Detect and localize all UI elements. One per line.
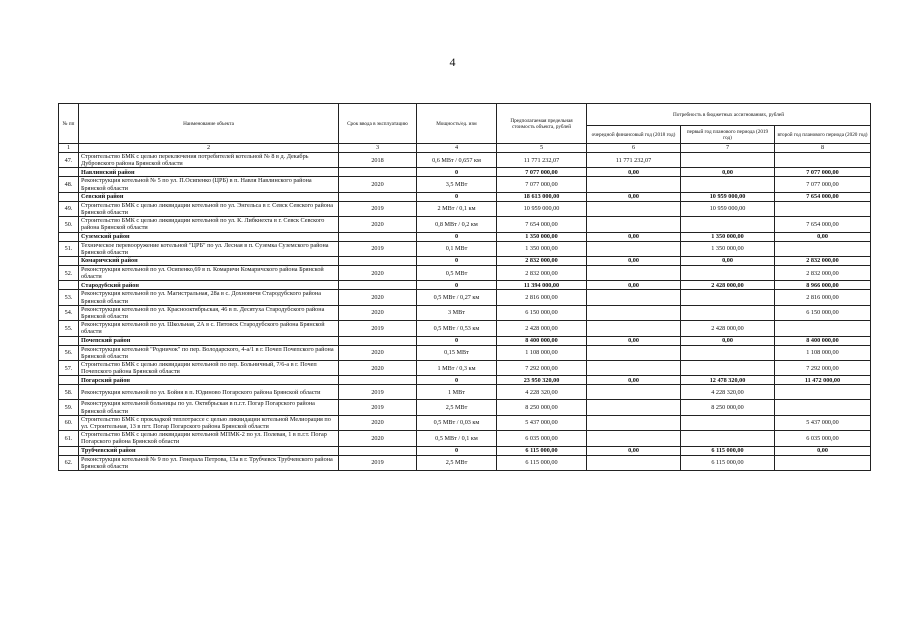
capacity: 0,15 МВт — [417, 345, 497, 360]
index-cell: 7 — [681, 144, 775, 153]
capacity: 0 — [417, 336, 497, 345]
need-2020 — [775, 241, 871, 256]
row-number: 55. — [59, 321, 79, 336]
commission-year: 2020 — [339, 415, 417, 430]
index-cell: 8 — [775, 144, 871, 153]
table-row — [59, 153, 871, 168]
estimated-cost: 1 108 000,00 — [497, 345, 587, 360]
index-cell: 4 — [417, 144, 497, 153]
need-2019 — [681, 217, 775, 232]
need-2018 — [587, 415, 681, 430]
header-power: Мощность/ед. изм — [417, 104, 497, 144]
commission-year: 2020 — [339, 361, 417, 376]
need-2020 — [775, 321, 871, 336]
object-name: Погарский район — [79, 376, 339, 385]
row-number: 52. — [59, 266, 79, 281]
page-number: 4 — [449, 55, 456, 69]
need-2018 — [587, 177, 681, 192]
need-2019 — [681, 177, 775, 192]
object-name: Строительство БМК с целью ликвидации котельной по ул. К. Либкнехта в г. Севск Севского района Брянской области — [79, 217, 339, 232]
commission-year — [339, 192, 417, 201]
commission-year: 2019 — [339, 385, 417, 400]
capacity: 0,1 МВт — [417, 241, 497, 256]
need-2020: 11 472 000,00 — [775, 376, 871, 385]
district-row — [59, 232, 871, 241]
need-2019: 2 428 000,00 — [681, 281, 775, 290]
row-number: 58. — [59, 385, 79, 400]
estimated-cost: 10 959 000,00 — [497, 201, 587, 216]
need-2020 — [775, 385, 871, 400]
estimated-cost: 8 400 000,00 — [497, 336, 587, 345]
capacity: 0 — [417, 192, 497, 201]
capacity: 1 МВт / 0,3 км — [417, 361, 497, 376]
estimated-cost: 4 228 320,00 — [497, 385, 587, 400]
capacity: 0,5 МВт / 0,27 км — [417, 290, 497, 305]
capacity: 3,5 МВт — [417, 177, 497, 192]
need-2018 — [587, 345, 681, 360]
row-number — [59, 336, 79, 345]
need-2019 — [681, 266, 775, 281]
need-2020: 7 077 000,00 — [775, 168, 871, 177]
capacity: 0,8 МВт / 0,2 км — [417, 217, 497, 232]
object-name: Реконструкция котельной больницы по ул. Октябрьская в п.г.т. Погар Погарского района Брянской области — [79, 400, 339, 415]
object-name: Суземский район — [79, 232, 339, 241]
need-2018 — [587, 455, 681, 470]
need-2018 — [587, 305, 681, 320]
commission-year: 2020 — [339, 266, 417, 281]
need-2018 — [587, 217, 681, 232]
need-2019: 2 428 000,00 — [681, 321, 775, 336]
district-row — [59, 336, 871, 345]
object-name: Реконструкция котельной № 9 по ул. Генерала Петрова, 13а в г. Трубчевск Трубчевского района Брянской области — [79, 455, 339, 470]
object-name: Строительство БМК с целью ликвидации котельной по пер. Больничный, 7/6-а в г. Почеп Почепского района Брянской области — [79, 361, 339, 376]
row-number — [59, 446, 79, 455]
district-row — [59, 376, 871, 385]
estimated-cost: 2 832 000,00 — [497, 257, 587, 266]
table-row — [59, 400, 871, 415]
commission-year: 2018 — [339, 153, 417, 168]
row-number: 54. — [59, 305, 79, 320]
estimated-cost: 2 816 000,00 — [497, 290, 587, 305]
object-name: Техническое перевооружение котельной "ЦРБ" по ул. Лесная в п. Суземка Суземского района Брянской области — [79, 241, 339, 256]
index-cell: 6 — [587, 144, 681, 153]
table-row — [59, 415, 871, 430]
header-cost: Предполагаемая предельная стоимость объекта, рублей — [497, 104, 587, 144]
need-2018 — [587, 361, 681, 376]
object-name: Реконструкция котельной по ул. Краснооктябрьская, 46 в п. Десятуха Стародубского района Брянской области — [79, 305, 339, 320]
header-term: Срок ввода в эксплуатацию — [339, 104, 417, 144]
object-name: Строительство БМК с целью ликвидации котельной МПМК-2 по ул. Полевая, 1 в п.г.т. Погар Погарского района Брянской области — [79, 431, 339, 446]
object-name: Навлинский район — [79, 168, 339, 177]
table-row — [59, 305, 871, 320]
need-2018 — [587, 290, 681, 305]
capacity: 1 МВт — [417, 385, 497, 400]
commission-year — [339, 232, 417, 241]
index-cell: 2 — [79, 144, 339, 153]
district-row — [59, 192, 871, 201]
need-2020: 7 654 000,00 — [775, 192, 871, 201]
district-row — [59, 281, 871, 290]
object-name: Севский район — [79, 192, 339, 201]
table-row — [59, 201, 871, 216]
need-2018 — [587, 241, 681, 256]
commission-year: 2020 — [339, 217, 417, 232]
district-row — [59, 446, 871, 455]
row-number — [59, 192, 79, 201]
need-2020: 7 077 000,00 — [775, 177, 871, 192]
need-2020: 2 832 000,00 — [775, 257, 871, 266]
capacity: 2,5 МВт — [417, 455, 497, 470]
estimated-cost: 6 115 000,00 — [497, 446, 587, 455]
object-name: Реконструкция котельной по ул. Магистральная, 28а в с. Дохновичи Стародубского района Брянской области — [79, 290, 339, 305]
estimated-cost: 7 077 000,00 — [497, 168, 587, 177]
commission-year — [339, 281, 417, 290]
need-2018: 0,00 — [587, 192, 681, 201]
need-2019 — [681, 153, 775, 168]
need-2019: 4 228 320,00 — [681, 385, 775, 400]
object-name: Строительство БМК с прокладкой теплотрассе с целью ликвидации котельной Мелиорация по ул. Строительная, 13 в пгт. Погар Погарского района Брянской области — [79, 415, 339, 430]
need-2018 — [587, 266, 681, 281]
commission-year — [339, 168, 417, 177]
need-2019 — [681, 345, 775, 360]
row-number: 51. — [59, 241, 79, 256]
estimated-cost: 7 654 000,00 — [497, 217, 587, 232]
district-row — [59, 257, 871, 266]
row-number: 49. — [59, 201, 79, 216]
need-2020: 1 108 000,00 — [775, 345, 871, 360]
table-body — [59, 144, 871, 471]
table-row — [59, 217, 871, 232]
commission-year — [339, 446, 417, 455]
capacity: 2 МВт / 0,1 км — [417, 201, 497, 216]
need-2020: 8 400 000,00 — [775, 336, 871, 345]
commission-year: 2020 — [339, 345, 417, 360]
estimated-cost: 11 771 232,07 — [497, 153, 587, 168]
row-number: 50. — [59, 217, 79, 232]
commission-year: 2019 — [339, 321, 417, 336]
need-2019 — [681, 290, 775, 305]
budget-table — [58, 103, 871, 471]
commission-year — [339, 257, 417, 266]
table-row — [59, 241, 871, 256]
table-row — [59, 177, 871, 192]
estimated-cost: 1 350 000,00 — [497, 232, 587, 241]
need-2018: 0,00 — [587, 281, 681, 290]
row-number — [59, 376, 79, 385]
header-2020: второй год планового периода (2020 год) — [775, 126, 871, 144]
need-2018 — [587, 321, 681, 336]
object-name: Почепский район — [79, 336, 339, 345]
need-2019: 6 115 000,00 — [681, 446, 775, 455]
object-name: Реконструкция котельной по ул. Осипенко,69 в п. Комаричи Комаричского района Брянской области — [79, 266, 339, 281]
need-2019: 12 478 320,00 — [681, 376, 775, 385]
need-2020: 8 966 000,00 — [775, 281, 871, 290]
need-2020: 2 832 000,00 — [775, 266, 871, 281]
header-num: № пп — [59, 104, 79, 144]
capacity: 0 — [417, 168, 497, 177]
commission-year: 2019 — [339, 201, 417, 216]
capacity: 0,5 МВт — [417, 266, 497, 281]
need-2018: 11 771 232,07 — [587, 153, 681, 168]
need-2020 — [775, 153, 871, 168]
commission-year: 2019 — [339, 455, 417, 470]
need-2019: 8 250 000,00 — [681, 400, 775, 415]
estimated-cost: 8 250 000,00 — [497, 400, 587, 415]
need-2020: 0,00 — [775, 446, 871, 455]
need-2019: 1 350 000,00 — [681, 232, 775, 241]
need-2020: 7 654 000,00 — [775, 217, 871, 232]
commission-year: 2020 — [339, 290, 417, 305]
commission-year: 2020 — [339, 431, 417, 446]
estimated-cost: 11 394 000,00 — [497, 281, 587, 290]
row-number: 53. — [59, 290, 79, 305]
need-2020: 7 292 000,00 — [775, 361, 871, 376]
header-name: Наименование объекта — [79, 104, 339, 144]
need-2020 — [775, 455, 871, 470]
need-2019: 0,00 — [681, 168, 775, 177]
need-2018 — [587, 431, 681, 446]
need-2020: 6 150 000,00 — [775, 305, 871, 320]
commission-year: 2020 — [339, 177, 417, 192]
need-2019: 1 350 000,00 — [681, 241, 775, 256]
estimated-cost: 7 077 000,00 — [497, 177, 587, 192]
table-row — [59, 385, 871, 400]
row-number: 62. — [59, 455, 79, 470]
estimated-cost: 6 115 000,00 — [497, 455, 587, 470]
capacity: 0 — [417, 446, 497, 455]
object-name: Реконструкция котельной № 5 по ул. П.Осипенко (ЦРБ) в п. Навля Навлинского района Брянской области — [79, 177, 339, 192]
row-number — [59, 281, 79, 290]
object-name: Строительство БМК с целью переключения потребителей котельной № 8 в д. Декабрь Дубровского района Брянской области — [79, 153, 339, 168]
district-row — [59, 168, 871, 177]
need-2020: 6 035 000,00 — [775, 431, 871, 446]
need-2020 — [775, 201, 871, 216]
need-2018 — [587, 385, 681, 400]
need-2019: 6 115 000,00 — [681, 455, 775, 470]
need-2018: 0,00 — [587, 257, 681, 266]
need-2018: 0,00 — [587, 376, 681, 385]
need-2018: 0,00 — [587, 336, 681, 345]
object-name: Реконструкция котельной по ул. Бойня в п. Юдиново Погарского района Брянской области — [79, 385, 339, 400]
estimated-cost: 1 350 000,00 — [497, 241, 587, 256]
need-2018 — [587, 201, 681, 216]
need-2019 — [681, 361, 775, 376]
capacity: 0,5 МВт / 0,1 км — [417, 431, 497, 446]
row-number: 56. — [59, 345, 79, 360]
table-row — [59, 361, 871, 376]
need-2018: 0,00 — [587, 168, 681, 177]
capacity: 0 — [417, 376, 497, 385]
estimated-cost: 7 292 000,00 — [497, 361, 587, 376]
row-number — [59, 168, 79, 177]
row-number: 59. — [59, 400, 79, 415]
index-cell: 5 — [497, 144, 587, 153]
object-name: Трубчевский район — [79, 446, 339, 455]
row-number: 57. — [59, 361, 79, 376]
table-row — [59, 455, 871, 470]
need-2020 — [775, 400, 871, 415]
commission-year — [339, 376, 417, 385]
commission-year: 2019 — [339, 400, 417, 415]
need-2018: 0,00 — [587, 232, 681, 241]
table-row — [59, 345, 871, 360]
capacity: 0,5 МВт / 0,53 км — [417, 321, 497, 336]
estimated-cost: 2 832 000,00 — [497, 266, 587, 281]
need-2019: 10 959 000,00 — [681, 192, 775, 201]
estimated-cost: 23 950 320,00 — [497, 376, 587, 385]
row-number — [59, 232, 79, 241]
object-name: Реконструкция котельной по ул. Школьная, 2А в с. Пятовск Стародубского района Брянской области — [79, 321, 339, 336]
capacity: 2,5 МВт — [417, 400, 497, 415]
object-name: Комаричский район — [79, 257, 339, 266]
table-row — [59, 266, 871, 281]
capacity: 0,6 МВт / 0,657 км — [417, 153, 497, 168]
commission-year: 2019 — [339, 241, 417, 256]
need-2019: 10 959 000,00 — [681, 201, 775, 216]
object-name: Реконструкция котельной "Родничок" по пер. Володарского, 4-а/1 в г. Почеп Почепского района Брянской области — [79, 345, 339, 360]
commission-year — [339, 336, 417, 345]
need-2018: 0,00 — [587, 446, 681, 455]
table-row — [59, 290, 871, 305]
need-2019 — [681, 431, 775, 446]
row-number: 60. — [59, 415, 79, 430]
capacity: 0 — [417, 257, 497, 266]
object-name: Стародубский район — [79, 281, 339, 290]
need-2020: 0,00 — [775, 232, 871, 241]
commission-year: 2020 — [339, 305, 417, 320]
row-number: 61. — [59, 431, 79, 446]
header-2019: первый год планового периода (2019 год) — [681, 126, 775, 144]
header-2018: очередной финансовый год (2018 год) — [587, 126, 681, 144]
row-number — [59, 257, 79, 266]
capacity: 0,5 МВт / 0,03 км — [417, 415, 497, 430]
need-2019 — [681, 415, 775, 430]
need-2019: 0,00 — [681, 257, 775, 266]
row-number: 47. — [59, 153, 79, 168]
row-number: 48. — [59, 177, 79, 192]
object-name: Строительство БМК с целью ликвидации котельной по ул. Энгельса в г. Севск Севского района Брянской области — [79, 201, 339, 216]
capacity: 0 — [417, 232, 497, 241]
index-cell: 1 — [59, 144, 79, 153]
index-cell: 3 — [339, 144, 417, 153]
need-2018 — [587, 400, 681, 415]
capacity: 0 — [417, 281, 497, 290]
need-2020: 2 816 000,00 — [775, 290, 871, 305]
header-need: Потребность в бюджетных ассигнованиях, рублей — [587, 104, 871, 126]
need-2019 — [681, 305, 775, 320]
capacity: 3 МВт — [417, 305, 497, 320]
estimated-cost: 6 035 000,00 — [497, 431, 587, 446]
estimated-cost: 18 613 000,00 — [497, 192, 587, 201]
need-2020: 5 437 000,00 — [775, 415, 871, 430]
need-2019: 0,00 — [681, 336, 775, 345]
estimated-cost: 2 428 000,00 — [497, 321, 587, 336]
table-row — [59, 431, 871, 446]
estimated-cost: 5 437 000,00 — [497, 415, 587, 430]
estimated-cost: 6 150 000,00 — [497, 305, 587, 320]
index-row — [59, 144, 871, 153]
table-row — [59, 321, 871, 336]
